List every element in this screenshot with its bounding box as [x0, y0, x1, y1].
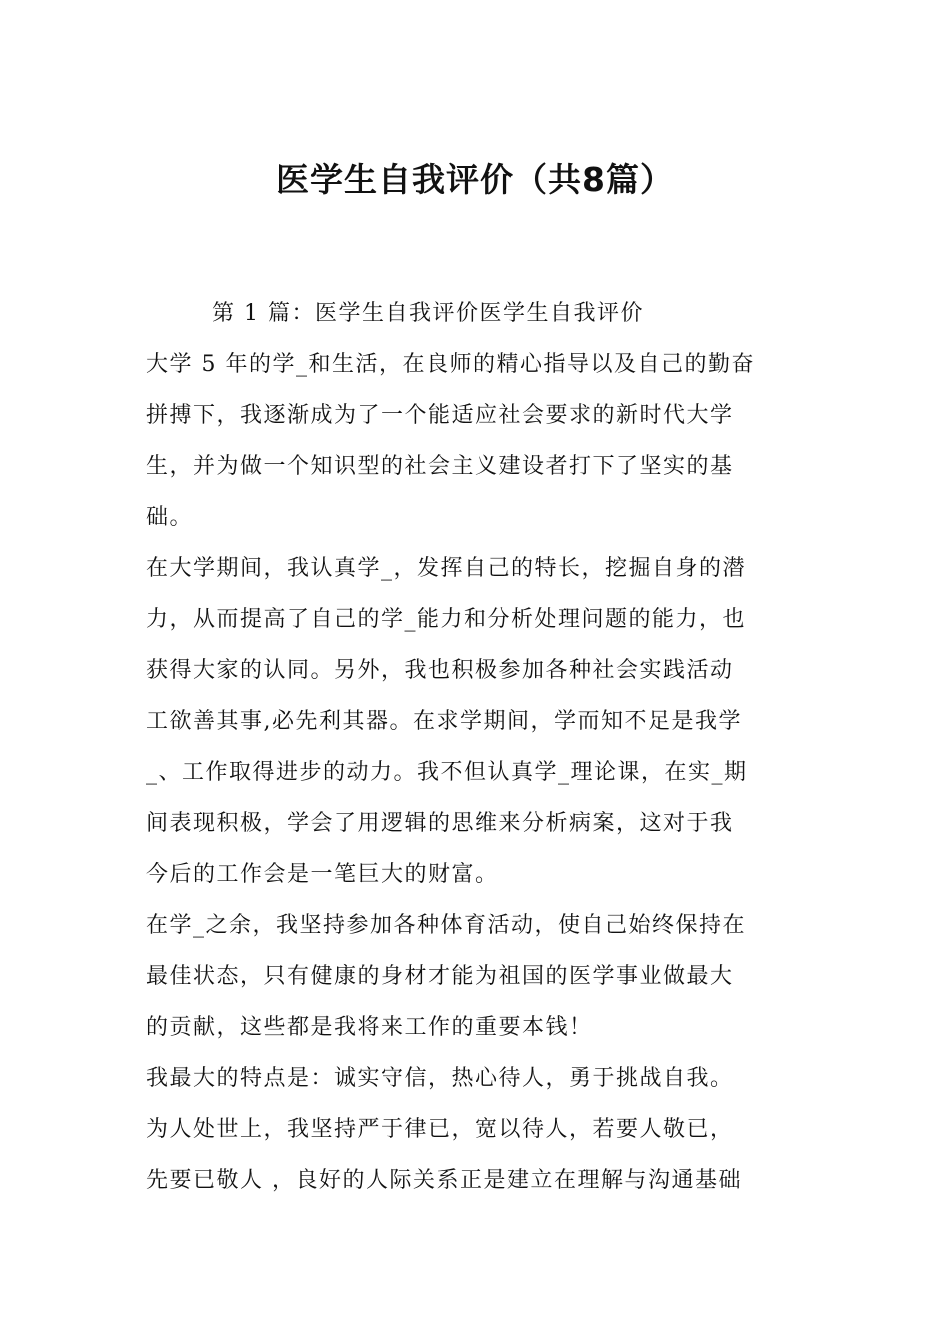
- body-line: 的贡献，这些都是我将来工作的重要本钱！: [146, 1015, 593, 1040]
- body-line: _、工作取得进步的动力。我不但认真学_理论课，在实_期: [146, 760, 748, 785]
- body-line: 今后的工作会是一笔巨大的财富。: [146, 862, 499, 887]
- body-line: 最佳状态，只有健康的身材才能为祖国的医学事业做最大: [146, 964, 734, 989]
- body-line: 力，从而提高了自己的学_能力和分析处理问题的能力，也: [146, 607, 747, 632]
- body-line: 大学 5 年的学_和生活，在良师的精心指导以及自己的勤奋: [146, 352, 755, 377]
- body-line: 生，并为做一个知识型的社会主义建设者打下了坚实的基: [146, 454, 734, 479]
- body-line: 础。: [146, 505, 194, 530]
- body-line: 先要已敬人 ，良好的人际关系正是建立在理解与沟通基础: [146, 1168, 742, 1193]
- body-line: 我最大的特点是：诚实守信，热心待人，勇于挑战自我。: [146, 1066, 734, 1091]
- body-line: 拼搏下，我逐渐成为了一个能适应社会要求的新时代大学: [146, 403, 734, 428]
- body-line: 获得大家的认同。另外，我也积极参加各种社会实践活动: [146, 658, 734, 683]
- section-heading: 第 1 篇：医学生自我评价医学生自我评价: [212, 301, 644, 326]
- body-line: 为人处世上，我坚持严于律已，宽以待人，若要人敬已，: [146, 1117, 734, 1142]
- body-line: 在学_之余，我坚持参加各种体育活动，使自己始终保持在: [146, 913, 747, 938]
- body-line: 在大学期间，我认真学_，发挥自己的特长，挖掘自身的潜: [146, 556, 747, 581]
- body-line: 间表现积极，学会了用逻辑的思维来分析病案，这对于我: [146, 811, 734, 836]
- document-body: [146, 288, 808, 1206]
- body-line: 工欲善其事,必先利其器。在求学期间，学而知不足是我学: [146, 709, 742, 734]
- document-title: 医学生自我评价（共8篇）: [276, 160, 674, 199]
